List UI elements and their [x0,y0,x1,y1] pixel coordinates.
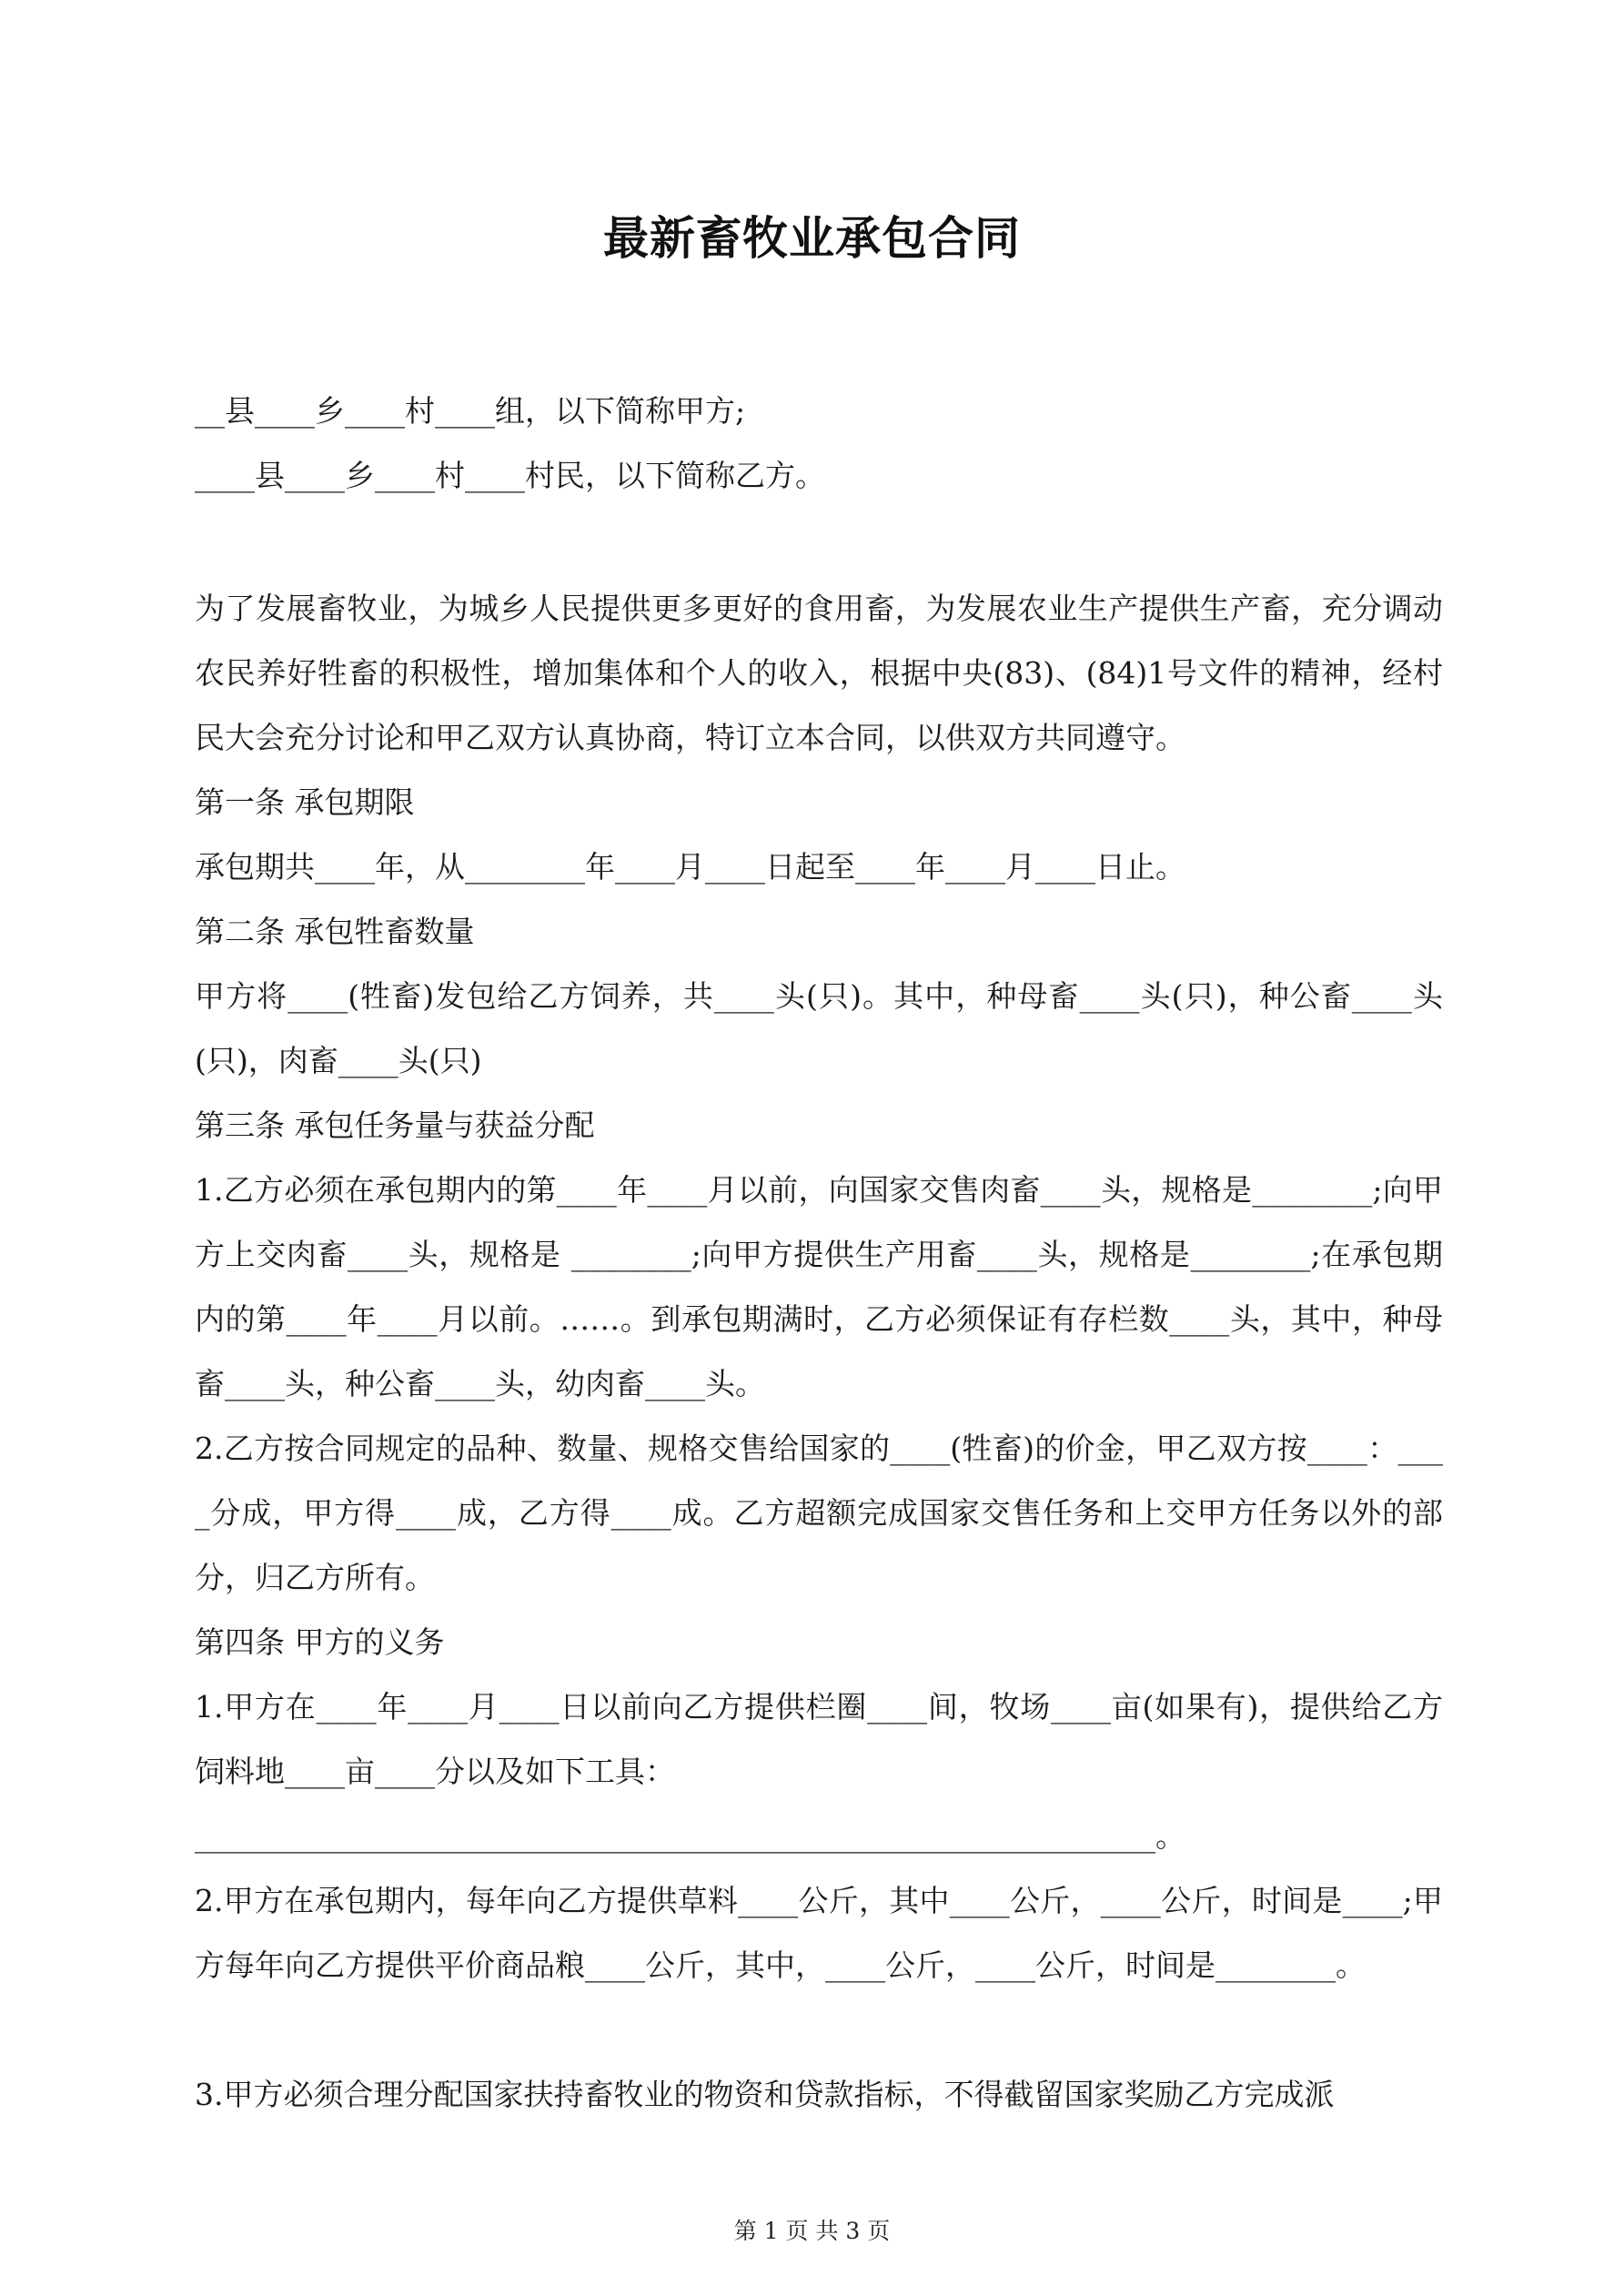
article-3-heading: 第三条 承包任务量与获益分配 [195,1108,595,1143]
document-title: 最新畜牧业承包合同 [603,211,1021,265]
article-4-tools-blank: ________________________________________________________________。 [195,1818,1185,1854]
article-2-quantity: 甲方将____(牲畜)发包给乙方饲养，共____头(只)。其中，种母畜____头(只)，种公畜____头(只)，肉畜____头(只) [195,978,1443,1078]
document-body [195,379,1443,2127]
article-1-term: 承包期共____年，从________年____月____日起至____年____月____日止。 [195,849,1185,885]
article-4-heading: 第四条 甲方的义务 [195,1624,445,1660]
page-footer: 第 1 页 共 3 页 [733,2218,891,2244]
article-1-heading: 第一条 承包期限 [195,784,415,820]
article-3-clause-1: 1.乙方必须在承包期内的第____年____月以前，向国家交售肉畜____头，规格是________;向甲方上交肉畜____头，规格是 ________;向甲方提供生产用畜____头，规格是________;在承包期内的第____年____月以前。……。到承包期满时，乙方必须保证有存栏数____头，其中，种母畜____头，种公畜____头，幼肉畜____头。 [195,1172,1443,1401]
article-4-clause-1: 1.甲方在____年____月____日以前向乙方提供栏圈____间，牧场____亩(如果有)，提供给乙方饲料地____亩____分以及如下工具： [195,1689,1443,1789]
party-a-line: __县____乡____村____组，以下简称甲方; [195,393,746,429]
article-4-clause-2: 2.甲方在承包期内，每年向乙方提供草料____公斤，其中____公斤，____公斤，时间是____;甲方每年向乙方提供平价商品粮____公斤，其中，____公斤，____公斤，时间是________。 [195,1883,1443,1983]
article-4-clause-3: 3.甲方必须合理分配国家扶持畜牧业的物资和贷款指标，不得截留国家奖励乙方完成派 [195,2077,1335,2112]
intro-paragraph: 为了发展畜牧业，为城乡人民提供更多更好的食用畜，为发展农业生产提供生产畜，充分调动农民养好牲畜的积极性，增加集体和个人的收入，根据中央(83)、(84)1号文件的精神，经村民大会充分讨论和甲乙双方认真协商，特订立本合同，以供双方共同遵守。 [195,591,1443,755]
article-2-heading: 第二条 承包牲畜数量 [195,914,475,949]
party-b-line: ____县____乡____村____村民，以下简称乙方。 [195,458,825,493]
article-3-clause-2: 2.乙方按合同规定的品种、数量、规格交售给国家的____(牲畜)的价金，甲乙双方按____：____分成，甲方得____成，乙方得____成。乙方超额完成国家交售任务和上交甲方任务以外的部分，归乙方所有。 [195,1431,1443,1595]
